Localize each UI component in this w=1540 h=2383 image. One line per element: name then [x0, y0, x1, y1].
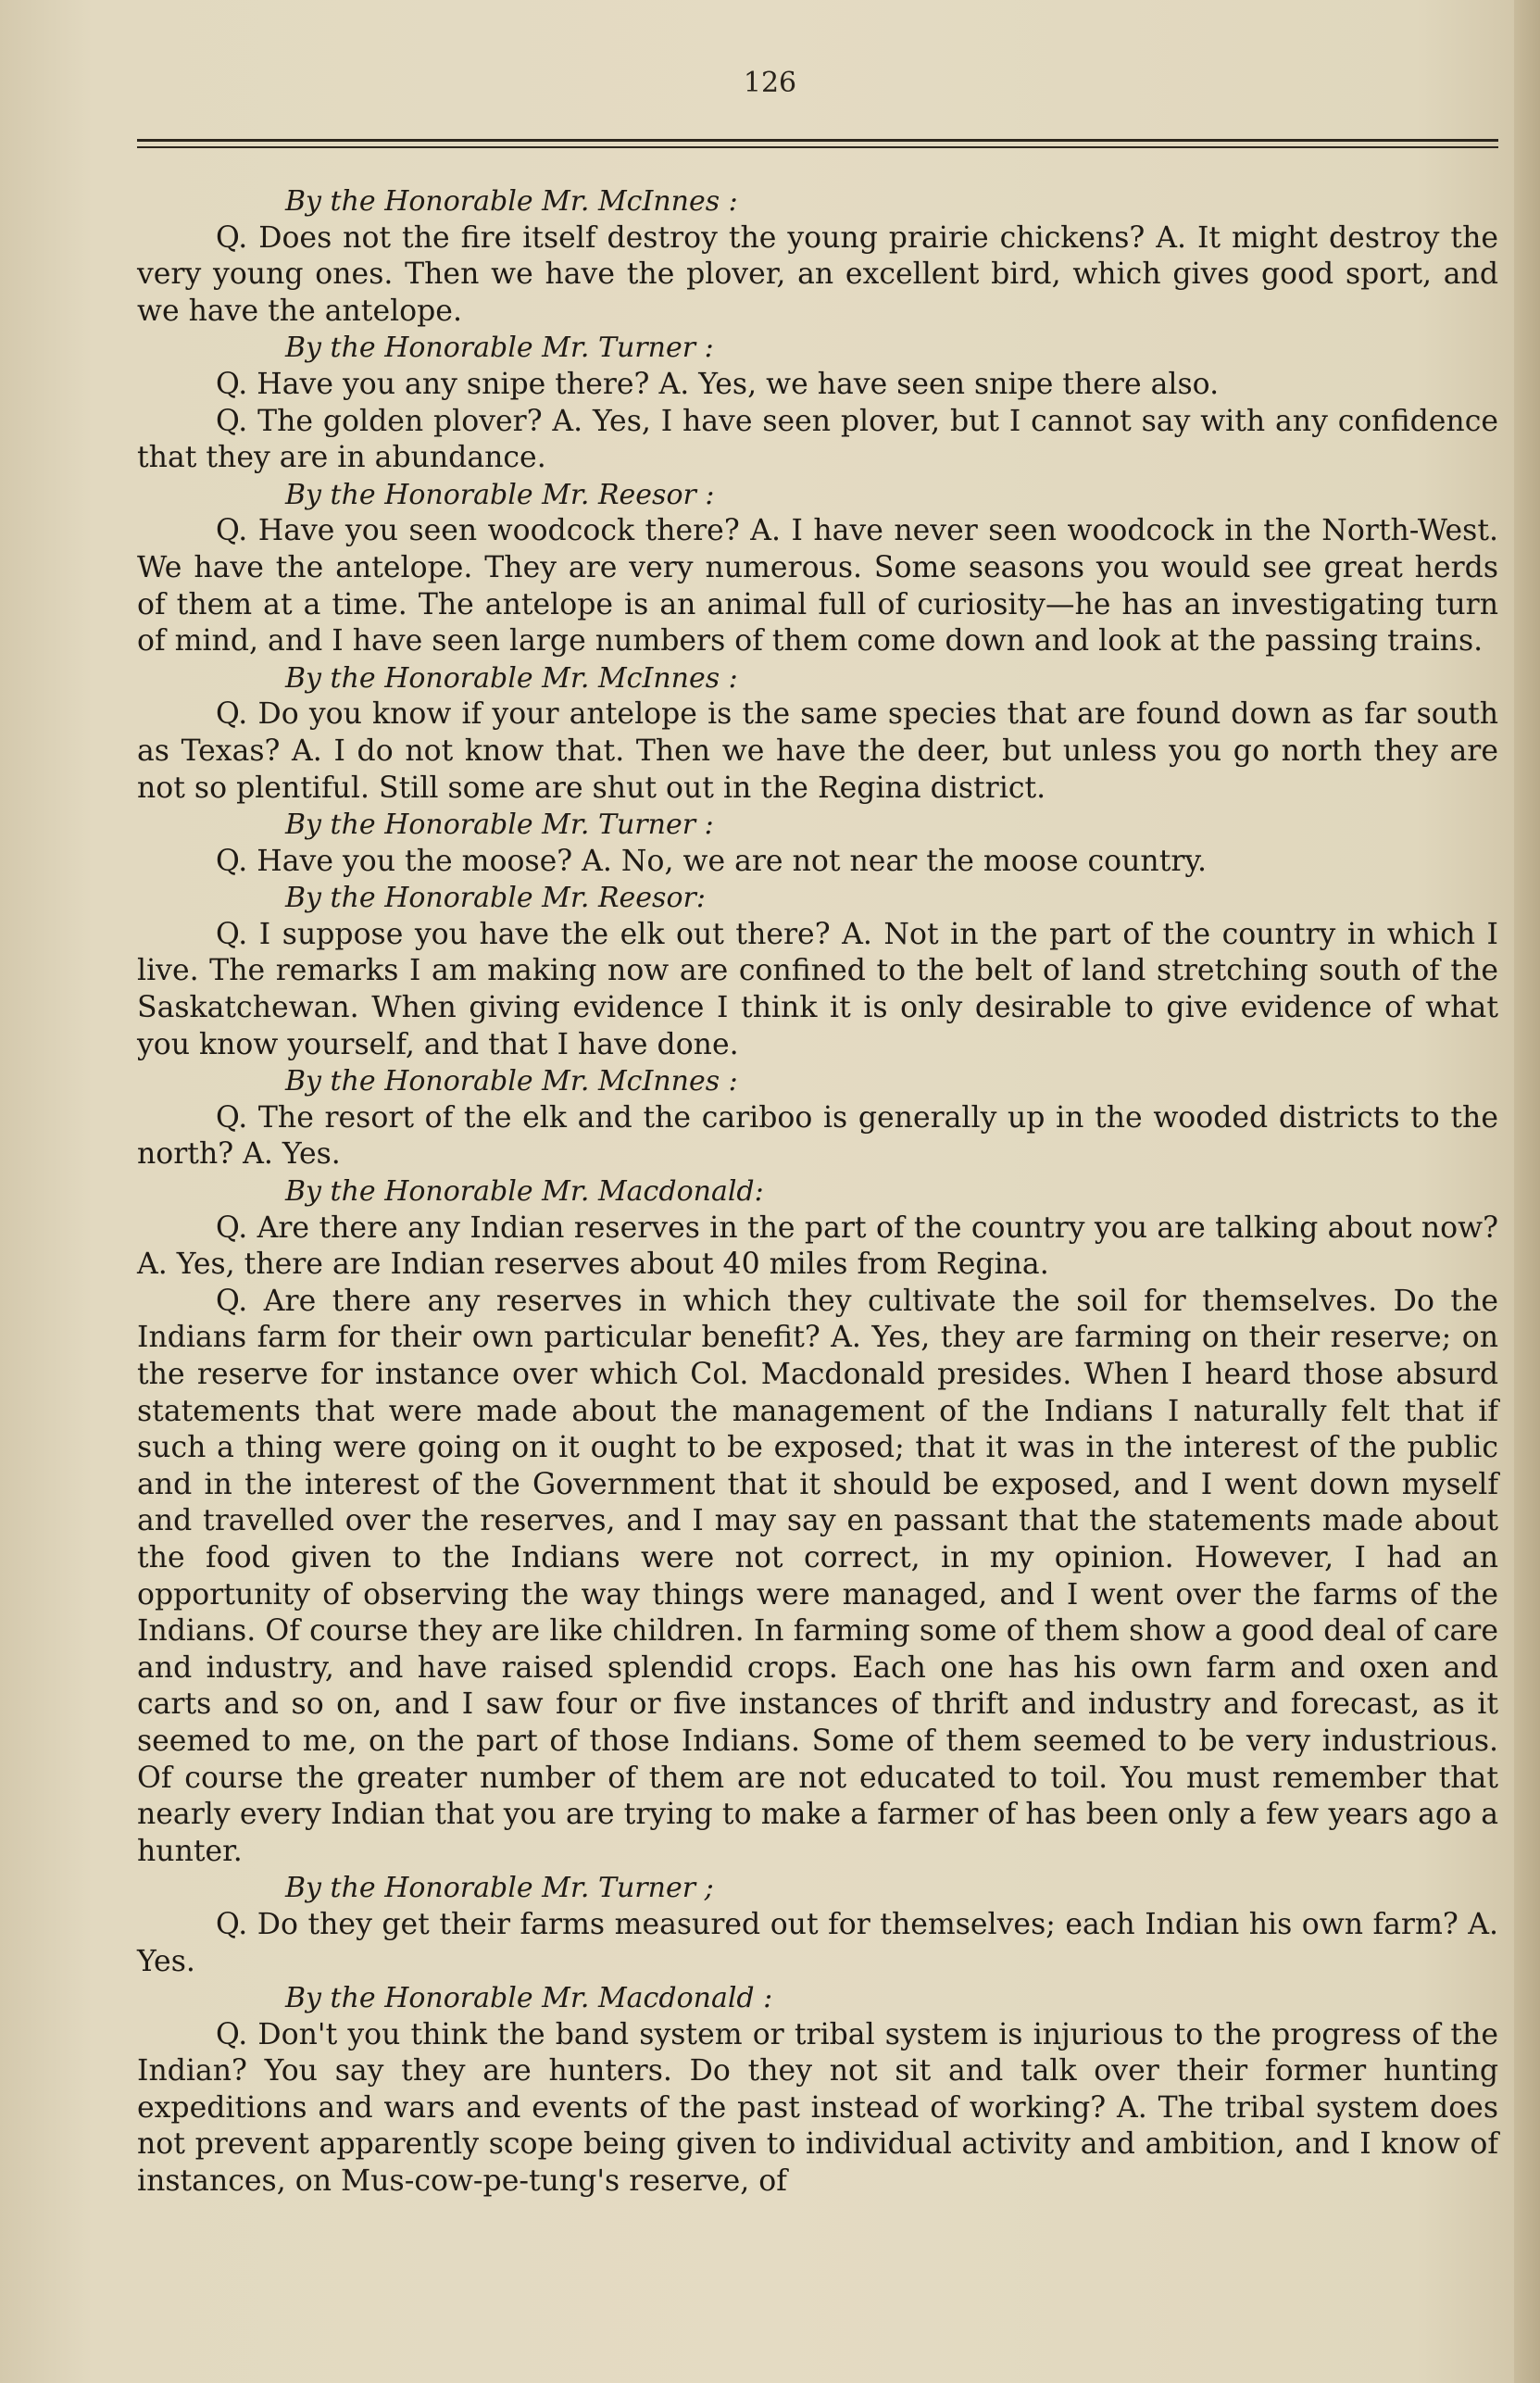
- speaker-heading: By the Honorable Mr. Turner :: [285, 332, 714, 365]
- qa-paragraph: Q. Don't you think the band system or tribal system is injurious to the progress of the Indian? You say they are hunters. Do they not sit and talk over their former hunting expeditions and wars and events of the past instead of working? A. The tribal system does not prevent apparently scope being given to individual activity and ambition, and I know of instances, on Mus-cow-pe-tung's reserve, of: [137, 2017, 1498, 2199]
- qa-paragraph: Q. Are there any reserves in which they cultivate the soil for themselves. Do the Indians farm for their own particular benefit? A. Yes, they are farming on their reserve; on the reserve for instance over which Col. Macdonald presides. When I heard those absurd statements that were made about the management of the Indians I naturally felt that if such a thing were going on it ought to be exposed; that it was in the interest of the public and in the interest of the Government that it should be exposed, and I went down myself and travelled over the reserves, and I may say en passant that the statements made about the food given to the Indians were not correct, in my opinion. However, I had an opportunity of observing the way things were managed, and I went over the farms of the Indians. Of course they are like children. In farming some of them show a good deal of care and industry, and have raised splendid crops. Each one has his own farm and oxen and carts and so on, and I saw four or five instances of thrift and industry and forecast, as it seemed to me, on the part of those Indians. Some of them seemed to be very industrious. Of course the greater number of them are not educated to toil. You must remember that nearly every Indian that you are trying to make a farmer of has been only a few years ago a hunter.: [137, 1284, 1498, 1868]
- speaker-heading: By the Honorable Mr. McInnes :: [285, 185, 738, 218]
- qa-paragraph: Q. Have you the moose? A. No, we are not near the moose country.: [216, 844, 1208, 878]
- qa-paragraph: Q. Are there any Indian reserves in the part of the country you are talking about now? A. Yes, there are Indian reserves about 40 miles from Regina.: [137, 1210, 1498, 1282]
- qa-paragraph: Q. I suppose you have the elk out there? A. Not in the part of the country in which I live. The remarks I am making now are confined to the belt of land stretching south of the Saskatchewan. When giving evidence I think it is only desirable to give evidence of what you know yourself, and that I have done.: [137, 917, 1498, 1061]
- qa-paragraph: Q. The golden plover? A. Yes, I have seen plover, but I cannot say with any confidence that they are in abundance.: [137, 404, 1498, 475]
- qa-paragraph: Q. Do they get their farms measured out for themselves; each Indian his own farm? A. Yes.: [137, 1907, 1498, 1978]
- page-binding-edge: [1514, 0, 1540, 2383]
- speaker-heading: By the Honorable Mr. Reesor:: [285, 882, 706, 915]
- speaker-heading: By the Honorable Mr. McInnes :: [285, 1065, 738, 1098]
- qa-paragraph: Q. Have you any snipe there? A. Yes, we have seen snipe there also.: [216, 367, 1220, 401]
- speaker-heading: By the Honorable Mr. Turner :: [285, 809, 714, 842]
- qa-paragraph: Q. The resort of the elk and the cariboo is generally up in the wooded districts to the north? A. Yes.: [137, 1100, 1498, 1172]
- qa-paragraph: Q. Do you know if your antelope is the same species that are found down as far south as Texas? A. I do not know that. Then we have the deer, but unless you go north they are not so plentiful. Still some are shut out in the Regina district.: [137, 697, 1498, 805]
- speaker-heading: By the Honorable Mr. Macdonald:: [285, 1175, 764, 1209]
- header-rule: [137, 139, 1498, 148]
- speaker-heading: By the Honorable Mr. Macdonald :: [285, 1982, 773, 2015]
- speaker-heading: By the Honorable Mr. Turner ;: [285, 1872, 714, 1905]
- qa-paragraph: Q. Have you seen woodcock there? A. I have never seen woodcock in the North-West. We have the antelope. They are very numerous. Some seasons you would see great herds of them at a time. The antelope is an animal full of curiosity—he has an investigating turn of mind, and I have seen large numbers of them come down and look at the passing trains.: [137, 514, 1498, 658]
- page-number: 126: [743, 67, 797, 99]
- page-body: [137, 183, 1498, 2201]
- qa-paragraph: Q. Does not the fire itself destroy the young prairie chickens? A. It might destroy the very young ones. Then we have the plover, an excellent bird, which gives good sport, and we have the antelope.: [137, 220, 1498, 328]
- speaker-heading: By the Honorable Mr. Reesor :: [285, 478, 715, 511]
- speaker-heading: By the Honorable Mr. McInnes :: [285, 661, 738, 695]
